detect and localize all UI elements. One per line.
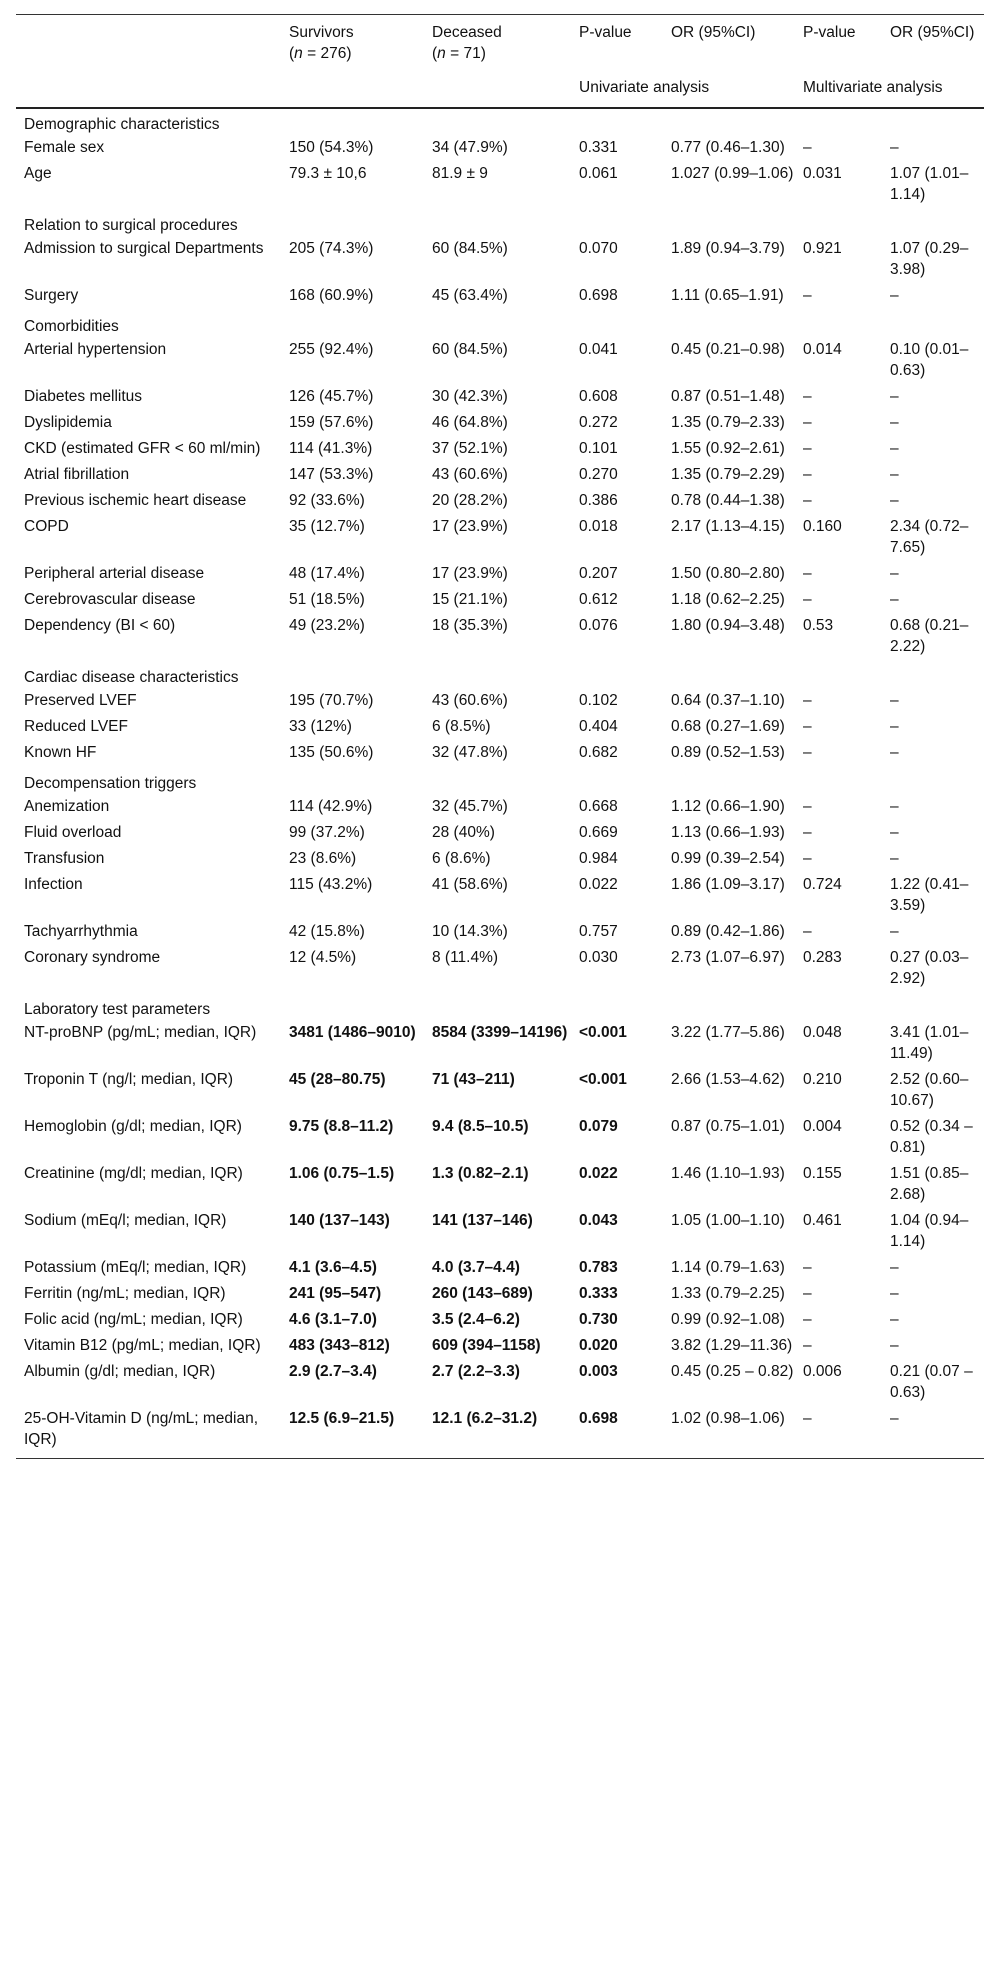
survivors-value: 140 (137–143)	[289, 1212, 390, 1229]
deceased-value: 41 (58.6%)	[432, 876, 508, 893]
deceased-value: 81.9 ± 9	[432, 165, 488, 182]
univariate-or: 0.89 (0.42–1.86)	[671, 923, 785, 940]
table-row	[16, 1283, 984, 1309]
survivors-value: 1.06 (0.75–1.5)	[289, 1165, 395, 1182]
row-label: Coronary syndrome	[24, 949, 161, 966]
univariate-pvalue: 0.070	[579, 240, 618, 257]
deceased-value: 28 (40%)	[432, 824, 495, 841]
deceased-value: 4.0 (3.7–4.4)	[432, 1259, 520, 1276]
table-row	[16, 874, 984, 921]
deceased-value: 37 (52.1%)	[432, 440, 508, 457]
table-body	[16, 108, 984, 1459]
multivariate-or: –	[890, 1337, 899, 1354]
univariate-or: 1.50 (0.80–2.80)	[671, 565, 785, 582]
multivariate-or: 1.07 (1.01–1.14)	[890, 165, 969, 203]
univariate-pvalue: 0.003	[579, 1363, 618, 1380]
univariate-or: 1.11 (0.65–1.91)	[671, 287, 784, 304]
deceased-value: 17 (23.9%)	[432, 565, 508, 582]
row-label: CKD (estimated GFR < 60 ml/min)	[24, 440, 261, 457]
univariate-or: 0.87 (0.51–1.48)	[671, 388, 785, 405]
univariate-pvalue: 0.730	[579, 1311, 618, 1328]
table-row	[16, 1335, 984, 1361]
table-row	[16, 1361, 984, 1408]
deceased-value: 46 (64.8%)	[432, 414, 508, 431]
header-or-univariate: OR (95%CI)	[671, 24, 756, 41]
deceased-value: 34 (47.9%)	[432, 139, 508, 156]
multivariate-pvalue: 0.155	[803, 1165, 842, 1182]
survivors-value: 42 (15.8%)	[289, 923, 365, 940]
row-label: Potassium (mEq/l; median, IQR)	[24, 1259, 247, 1276]
univariate-pvalue: 0.698	[579, 1410, 618, 1427]
table-row	[16, 339, 984, 386]
table-row	[16, 386, 984, 412]
deceased-value: 71 (43–211)	[432, 1071, 515, 1088]
table-row	[16, 438, 984, 464]
multivariate-pvalue: –	[803, 1285, 812, 1302]
multivariate-pvalue: –	[803, 388, 812, 405]
deceased-value: 20 (28.2%)	[432, 492, 508, 509]
multivariate-pvalue: –	[803, 850, 812, 867]
survivors-value: 168 (60.9%)	[289, 287, 374, 304]
survivors-value: 114 (42.9%)	[289, 798, 373, 815]
univariate-or: 0.87 (0.75–1.01)	[671, 1118, 785, 1135]
univariate-pvalue: 0.272	[579, 414, 618, 431]
univariate-pvalue: 0.608	[579, 388, 618, 405]
multivariate-pvalue: 0.160	[803, 518, 842, 535]
deceased-value: 43 (60.6%)	[432, 692, 508, 709]
multivariate-pvalue: –	[803, 466, 812, 483]
multivariate-or: –	[890, 440, 899, 457]
univariate-pvalue: 0.020	[579, 1337, 618, 1354]
table-row	[16, 285, 984, 311]
survivors-value: 241 (95–547)	[289, 1285, 382, 1302]
row-label: Reduced LVEF	[24, 718, 128, 735]
univariate-or: 0.99 (0.39–2.54)	[671, 850, 785, 867]
multivariate-or: 2.52 (0.60–10.67)	[890, 1071, 969, 1109]
survivors-value: 114 (41.3%)	[289, 440, 373, 457]
multivariate-or: –	[890, 139, 899, 156]
multivariate-or: –	[890, 466, 899, 483]
univariate-pvalue: 0.043	[579, 1212, 618, 1229]
univariate-pvalue: 0.079	[579, 1118, 618, 1135]
multivariate-or: 0.52 (0.34 – 0.81)	[890, 1118, 973, 1156]
univariate-or: 1.46 (1.10–1.93)	[671, 1165, 785, 1182]
univariate-pvalue: 0.022	[579, 1165, 618, 1182]
univariate-pvalue: 0.207	[579, 565, 618, 582]
table-row	[16, 163, 984, 210]
multivariate-pvalue: –	[803, 139, 812, 156]
multivariate-or: 0.10 (0.01–0.63)	[890, 341, 969, 379]
univariate-pvalue: 0.612	[579, 591, 618, 608]
univariate-pvalue: 0.102	[579, 692, 618, 709]
multivariate-or: 0.68 (0.21–2.22)	[890, 617, 969, 655]
section-title: Relation to surgical procedures	[24, 217, 238, 234]
header-survivors: Survivors (n = 276)	[289, 24, 354, 62]
multivariate-or: –	[890, 1259, 899, 1276]
row-label: Ferritin (ng/mL; median, IQR)	[24, 1285, 226, 1302]
table-row	[16, 589, 984, 615]
survivors-value: 2.9 (2.7–3.4)	[289, 1363, 377, 1380]
row-label: 25-OH-Vitamin D (ng/mL; median, IQR)	[24, 1410, 259, 1448]
univariate-pvalue: 0.022	[579, 876, 618, 893]
univariate-or: 1.18 (0.62–2.25)	[671, 591, 785, 608]
table-row	[16, 137, 984, 163]
row-label: Known HF	[24, 744, 97, 761]
table-row	[16, 516, 984, 563]
table-row	[16, 690, 984, 716]
survivors-value: 483 (343–812)	[289, 1337, 390, 1354]
univariate-or: 1.05 (1.00–1.10)	[671, 1212, 785, 1229]
row-label: Surgery	[24, 287, 79, 304]
deceased-value: 30 (42.3%)	[432, 388, 508, 405]
multivariate-pvalue: 0.048	[803, 1024, 842, 1041]
multivariate-pvalue: 0.724	[803, 876, 842, 893]
section-title: Comorbidities	[24, 318, 119, 335]
deceased-value: 8 (11.4%)	[432, 949, 499, 966]
header-pvalue-univariate: P-value	[579, 24, 632, 41]
multivariate-or: 3.41 (1.01–11.49)	[890, 1024, 969, 1062]
univariate-or: 1.33 (0.79–2.25)	[671, 1285, 785, 1302]
multivariate-or: –	[890, 824, 899, 841]
univariate-pvalue: 0.270	[579, 466, 618, 483]
section-title: Cardiac disease characteristics	[24, 669, 239, 686]
multivariate-or: –	[890, 591, 899, 608]
survivors-value: 49 (23.2%)	[289, 617, 365, 634]
row-label: COPD	[24, 518, 69, 535]
row-label: Arterial hypertension	[24, 341, 167, 358]
multivariate-pvalue: –	[803, 565, 812, 582]
univariate-or: 0.78 (0.44–1.38)	[671, 492, 785, 509]
survivors-value: 51 (18.5%)	[289, 591, 365, 608]
survivors-value: 92 (33.6%)	[289, 492, 365, 509]
multivariate-or: –	[890, 1285, 899, 1302]
multivariate-pvalue: –	[803, 824, 812, 841]
section-title: Laboratory test parameters	[24, 1001, 211, 1018]
row-label: Sodium (mEq/l; median, IQR)	[24, 1212, 227, 1229]
multivariate-or: –	[890, 850, 899, 867]
multivariate-pvalue: 0.53	[803, 617, 834, 634]
multivariate-or: –	[890, 1311, 899, 1328]
survivors-value: 45 (28–80.75)	[289, 1071, 386, 1088]
univariate-or: 0.77 (0.46–1.30)	[671, 139, 785, 156]
multivariate-pvalue: –	[803, 923, 812, 940]
univariate-or: 1.35 (0.79–2.29)	[671, 466, 785, 483]
deceased-value: 2.7 (2.2–3.3)	[432, 1363, 520, 1380]
deceased-value: 260 (143–689)	[432, 1285, 533, 1302]
univariate-pvalue: 0.386	[579, 492, 618, 509]
multivariate-or: 1.04 (0.94–1.14)	[890, 1212, 969, 1250]
multivariate-pvalue: 0.210	[803, 1071, 842, 1088]
survivors-value: 195 (70.7%)	[289, 692, 374, 709]
header-deceased: Deceased (n = 71)	[432, 24, 502, 62]
row-label: Transfusion	[24, 850, 105, 867]
table-row	[16, 1022, 984, 1069]
table-row	[16, 921, 984, 947]
univariate-pvalue: 0.030	[579, 949, 618, 966]
header-or-multivariate: OR (95%CI)	[890, 24, 975, 41]
univariate-or: 1.86 (1.09–3.17)	[671, 876, 785, 893]
table-row	[16, 563, 984, 589]
univariate-pvalue: 0.404	[579, 718, 618, 735]
univariate-or: 1.35 (0.79–2.33)	[671, 414, 785, 431]
deceased-value: 1.3 (0.82–2.1)	[432, 1165, 529, 1182]
multivariate-pvalue: –	[803, 287, 812, 304]
header-blank	[16, 15, 281, 78]
survivors-value: 33 (12%)	[289, 718, 352, 735]
univariate-or: 0.45 (0.21–0.98)	[671, 341, 785, 358]
multivariate-pvalue: –	[803, 744, 812, 761]
row-label: Fluid overload	[24, 824, 122, 841]
multivariate-pvalue: –	[803, 692, 812, 709]
survivors-value: 99 (37.2%)	[289, 824, 365, 841]
multivariate-pvalue: 0.031	[803, 165, 842, 182]
univariate-or: 2.66 (1.53–4.62)	[671, 1071, 785, 1088]
multivariate-pvalue: –	[803, 591, 812, 608]
multivariate-pvalue: –	[803, 1259, 812, 1276]
header-pvalue-multivariate: P-value	[803, 24, 856, 41]
deceased-value: 609 (394–1158)	[432, 1337, 541, 1354]
deceased-value: 32 (45.7%)	[432, 798, 508, 815]
univariate-or: 1.12 (0.66–1.90)	[671, 798, 785, 815]
table-row	[16, 238, 984, 285]
multivariate-or: 2.34 (0.72–7.65)	[890, 518, 969, 556]
row-label: Cerebrovascular disease	[24, 591, 196, 608]
table-row	[16, 1163, 984, 1210]
header-multivariate-analysis: Multivariate analysis	[803, 79, 943, 96]
table-row	[16, 742, 984, 768]
survivors-value: 159 (57.6%)	[289, 414, 374, 431]
row-label: Anemization	[24, 798, 110, 815]
multivariate-or: 0.21 (0.07 – 0.63)	[890, 1363, 973, 1401]
univariate-pvalue: 0.984	[579, 850, 618, 867]
row-label: Vitamin B12 (pg/mL; median, IQR)	[24, 1337, 261, 1354]
multivariate-or: –	[890, 492, 899, 509]
table-row	[16, 716, 984, 742]
multivariate-pvalue: –	[803, 1337, 812, 1354]
univariate-pvalue: 0.041	[579, 341, 618, 358]
header-univariate-analysis: Univariate analysis	[579, 79, 710, 96]
survivors-value: 150 (54.3%)	[289, 139, 374, 156]
multivariate-or: –	[890, 388, 899, 405]
univariate-or: 1.80 (0.94–3.48)	[671, 617, 785, 634]
table-row	[16, 1408, 984, 1459]
row-label: Female sex	[24, 139, 105, 156]
deceased-value: 17 (23.9%)	[432, 518, 508, 535]
table-row	[16, 615, 984, 662]
survivors-value: 9.75 (8.8–11.2)	[289, 1118, 394, 1135]
multivariate-pvalue: –	[803, 798, 812, 815]
row-label: Age	[24, 165, 52, 182]
univariate-or: 1.14 (0.79–1.63)	[671, 1259, 785, 1276]
table-row	[16, 1069, 984, 1116]
survivors-value: 12 (4.5%)	[289, 949, 357, 966]
row-label: Preserved LVEF	[24, 692, 137, 709]
table-row	[16, 1257, 984, 1283]
table-row	[16, 490, 984, 516]
header-spacer	[16, 77, 571, 108]
table-row	[16, 796, 984, 822]
univariate-pvalue: 0.101	[579, 440, 618, 457]
survivors-value: 23 (8.6%)	[289, 850, 357, 867]
univariate-pvalue: 0.669	[579, 824, 618, 841]
table-row	[16, 1210, 984, 1257]
multivariate-or: –	[890, 923, 899, 940]
row-label: Diabetes mellitus	[24, 388, 143, 405]
univariate-or: 0.45 (0.25 – 0.82)	[671, 1363, 794, 1380]
multivariate-or: 1.07 (0.29–3.98)	[890, 240, 969, 278]
univariate-or: 3.22 (1.77–5.86)	[671, 1024, 785, 1041]
survivors-value: 115 (43.2%)	[289, 876, 373, 893]
multivariate-pvalue: –	[803, 440, 812, 457]
deceased-value: 45 (63.4%)	[432, 287, 508, 304]
table-header	[16, 15, 984, 109]
row-label: Atrial fibrillation	[24, 466, 130, 483]
univariate-pvalue: 0.076	[579, 617, 618, 634]
univariate-pvalue: 0.331	[579, 139, 618, 156]
section-title: Decompensation triggers	[24, 775, 197, 792]
row-label: Dependency (BI < 60)	[24, 617, 176, 634]
univariate-pvalue: 0.783	[579, 1259, 618, 1276]
deceased-value: 6 (8.6%)	[432, 850, 491, 867]
multivariate-pvalue: –	[803, 718, 812, 735]
row-label: Troponin T (ng/l; median, IQR)	[24, 1071, 234, 1088]
multivariate-pvalue: 0.921	[803, 240, 842, 257]
deceased-value: 9.4 (8.5–10.5)	[432, 1118, 529, 1135]
multivariate-pvalue: 0.004	[803, 1118, 842, 1135]
survivors-value: 135 (50.6%)	[289, 744, 374, 761]
multivariate-or: –	[890, 692, 899, 709]
multivariate-or: 0.27 (0.03–2.92)	[890, 949, 969, 987]
univariate-or: 1.02 (0.98–1.06)	[671, 1410, 785, 1427]
univariate-or: 0.89 (0.52–1.53)	[671, 744, 785, 761]
multivariate-or: –	[890, 565, 899, 582]
table-row	[16, 1309, 984, 1335]
row-label: Folic acid (ng/mL; median, IQR)	[24, 1311, 243, 1328]
univariate-pvalue: 0.698	[579, 287, 618, 304]
survivors-value: 147 (53.3%)	[289, 466, 374, 483]
survivors-value: 79.3 ± 10,6	[289, 165, 367, 182]
survivors-value: 205 (74.3%)	[289, 240, 374, 257]
univariate-or: 2.73 (1.07–6.97)	[671, 949, 785, 966]
deceased-value: 6 (8.5%)	[432, 718, 491, 735]
table-row	[16, 822, 984, 848]
univariate-pvalue: 0.333	[579, 1285, 618, 1302]
univariate-or: 1.55 (0.92–2.61)	[671, 440, 785, 457]
univariate-pvalue: 0.018	[579, 518, 618, 535]
univariate-or: 2.17 (1.13–4.15)	[671, 518, 785, 535]
multivariate-pvalue: –	[803, 414, 812, 431]
row-label: Peripheral arterial disease	[24, 565, 205, 582]
section-title: Demographic characteristics	[24, 116, 220, 133]
row-label: Creatinine (mg/dl; median, IQR)	[24, 1165, 243, 1182]
multivariate-or: –	[890, 414, 899, 431]
univariate-or: 1.89 (0.94–3.79)	[671, 240, 785, 257]
deceased-value: 32 (47.8%)	[432, 744, 508, 761]
multivariate-pvalue: 0.006	[803, 1363, 842, 1380]
univariate-or: 1.027 (0.99–1.06)	[671, 165, 794, 182]
multivariate-or: –	[890, 798, 899, 815]
results-table	[16, 14, 984, 1459]
row-label: Admission to surgical Departments	[24, 240, 264, 257]
multivariate-pvalue: 0.461	[803, 1212, 842, 1229]
univariate-pvalue: 0.757	[579, 923, 618, 940]
deceased-value: 12.1 (6.2–31.2)	[432, 1410, 538, 1427]
multivariate-or: 1.51 (0.85–2.68)	[890, 1165, 969, 1203]
multivariate-pvalue: –	[803, 492, 812, 509]
row-label: Tachyarrhythmia	[24, 923, 138, 940]
deceased-value: 43 (60.6%)	[432, 466, 508, 483]
survivors-value: 255 (92.4%)	[289, 341, 374, 358]
deceased-value: 141 (137–146)	[432, 1212, 533, 1229]
univariate-or: 0.68 (0.27–1.69)	[671, 718, 785, 735]
univariate-pvalue: 0.061	[579, 165, 618, 182]
deceased-value: 60 (84.5%)	[432, 240, 508, 257]
univariate-pvalue: <0.001	[579, 1071, 627, 1088]
row-label: Albumin (g/dl; median, IQR)	[24, 1363, 216, 1380]
table-row	[16, 464, 984, 490]
table-row	[16, 947, 984, 994]
multivariate-pvalue: 0.283	[803, 949, 842, 966]
univariate-pvalue: 0.682	[579, 744, 618, 761]
survivors-value: 48 (17.4%)	[289, 565, 365, 582]
univariate-or: 0.99 (0.92–1.08)	[671, 1311, 785, 1328]
survivors-value: 4.1 (3.6–4.5)	[289, 1259, 377, 1276]
univariate-pvalue: <0.001	[579, 1024, 627, 1041]
row-label: Dyslipidemia	[24, 414, 112, 431]
deceased-value: 60 (84.5%)	[432, 341, 508, 358]
multivariate-pvalue: –	[803, 1311, 812, 1328]
multivariate-or: –	[890, 744, 899, 761]
deceased-value: 10 (14.3%)	[432, 923, 508, 940]
univariate-or: 3.82 (1.29–11.36)	[671, 1337, 793, 1354]
univariate-pvalue: 0.668	[579, 798, 618, 815]
univariate-or: 0.64 (0.37–1.10)	[671, 692, 785, 709]
row-label: Infection	[24, 876, 83, 893]
deceased-value: 15 (21.1%)	[432, 591, 508, 608]
survivors-value: 4.6 (3.1–7.0)	[289, 1311, 377, 1328]
deceased-value: 8584 (3399–14196)	[432, 1024, 568, 1041]
survivors-value: 35 (12.7%)	[289, 518, 365, 535]
deceased-value: 3.5 (2.4–6.2)	[432, 1311, 520, 1328]
table-row	[16, 848, 984, 874]
table-row	[16, 412, 984, 438]
multivariate-pvalue: –	[803, 1410, 812, 1427]
multivariate-or: –	[890, 1410, 899, 1427]
row-label: NT-proBNP (pg/mL; median, IQR)	[24, 1024, 257, 1041]
table-row	[16, 1116, 984, 1163]
multivariate-or: –	[890, 287, 899, 304]
survivors-value: 126 (45.7%)	[289, 388, 374, 405]
multivariate-or: 1.22 (0.41–3.59)	[890, 876, 969, 914]
multivariate-pvalue: 0.014	[803, 341, 842, 358]
row-label: Previous ischemic heart disease	[24, 492, 247, 509]
deceased-value: 18 (35.3%)	[432, 617, 508, 634]
survivors-value: 12.5 (6.9–21.5)	[289, 1410, 395, 1427]
multivariate-or: –	[890, 718, 899, 735]
univariate-or: 1.13 (0.66–1.93)	[671, 824, 785, 841]
survivors-value: 3481 (1486–9010)	[289, 1024, 416, 1041]
row-label: Hemoglobin (g/dl; median, IQR)	[24, 1118, 242, 1135]
